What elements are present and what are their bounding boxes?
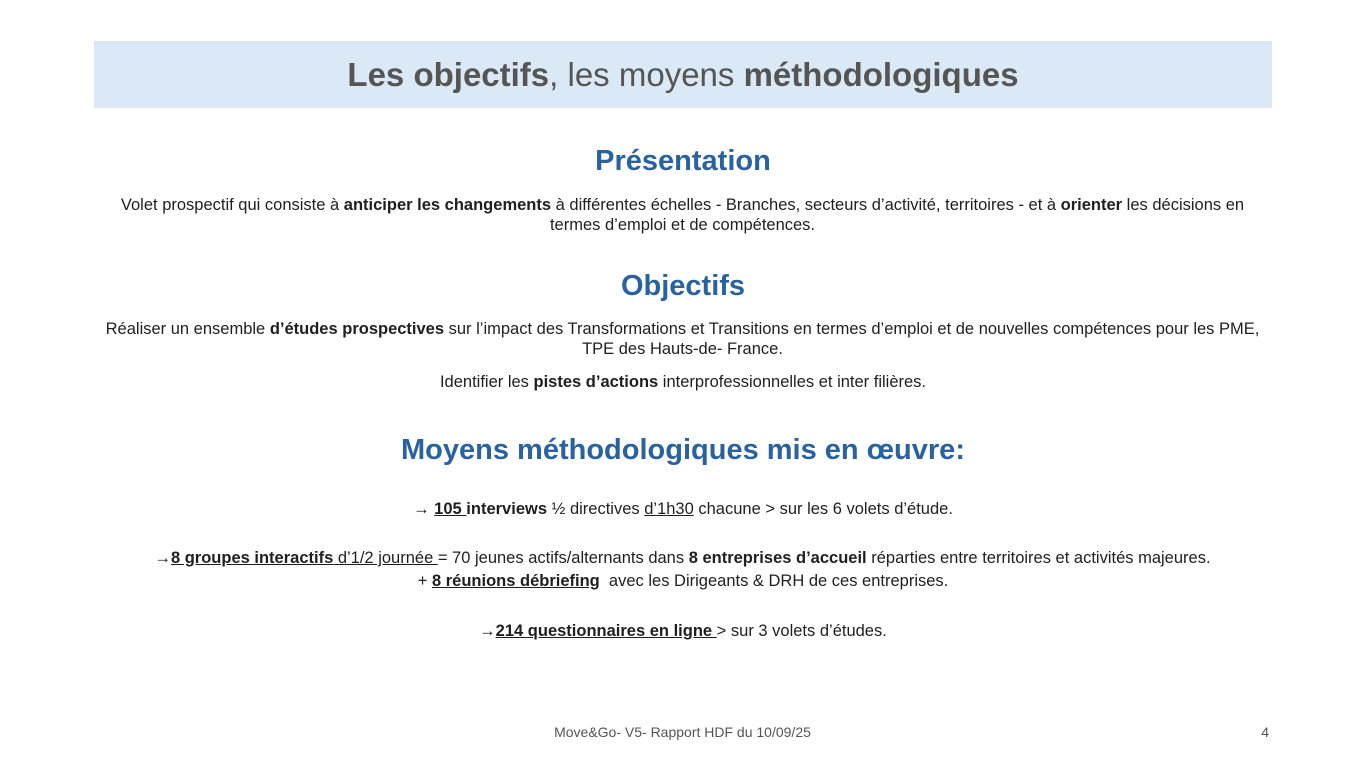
footer-text: Move&Go- V5- Rapport HDF du 10/09/25 bbox=[554, 724, 811, 740]
interviews-label: interviews bbox=[466, 500, 548, 518]
objectifs-paragraph-2 bbox=[94, 372, 1272, 392]
groupes-text-1: = 70 jeunes actifs/alternants dans bbox=[437, 549, 689, 567]
presentation-text-2: à différentes échelles - Branches, secteurs d’activité, territoires - et à bbox=[551, 196, 1061, 214]
objectifs-p2-text-2: interprofessionnelles et inter filières. bbox=[658, 373, 927, 391]
title-bold-2: méthodologiques bbox=[743, 55, 1019, 93]
objectifs-p2-bold: pistes d’actions bbox=[533, 373, 659, 391]
moyens-section bbox=[94, 433, 1272, 468]
groupes-entreprises: 8 entreprises d’accueil bbox=[688, 549, 867, 567]
objectifs-heading: Objectifs bbox=[620, 270, 746, 302]
interviews-text-1: ½ directives bbox=[547, 500, 645, 518]
moyens-item-questionnaires bbox=[94, 621, 1272, 641]
slide-title bbox=[94, 41, 1272, 108]
interviews-duration: d’1h30 bbox=[644, 500, 694, 518]
moyens-heading: Moyens méthodologiques mis en œuvre: bbox=[401, 434, 965, 466]
plus-sign: + bbox=[417, 572, 432, 590]
presentation-text-3: les décisions en termes d’emploi et de compétences. bbox=[549, 196, 1245, 234]
moyens-item-interviews bbox=[94, 499, 1272, 519]
objectifs-p1-text-1: Réaliser un ensemble bbox=[105, 320, 270, 338]
moyens-item-debriefing bbox=[94, 571, 1272, 591]
moyens-item-groupes bbox=[60, 548, 1305, 568]
groupes-text-2: réparties entre territoires et activités majeures. bbox=[866, 549, 1211, 567]
groupes-label: 8 groupes interactifs bbox=[170, 549, 334, 567]
presentation-heading: Présentation bbox=[595, 145, 771, 177]
presentation-bold-2: orienter bbox=[1060, 196, 1123, 214]
debriefing-label: 8 réunions débriefing bbox=[431, 572, 600, 590]
presentation-text bbox=[110, 195, 1255, 235]
presentation-section bbox=[94, 144, 1272, 179]
arrow-icon: → bbox=[154, 549, 171, 567]
title-bold-1: Les objectifs bbox=[347, 55, 550, 93]
questionnaires-text: > sur 3 volets d’études. bbox=[716, 622, 887, 640]
presentation-bold-1: anticiper les changements bbox=[343, 196, 552, 214]
arrow-icon: → bbox=[413, 500, 435, 518]
questionnaires-label: 214 questionnaires en ligne bbox=[495, 622, 717, 640]
interviews-count: 105 bbox=[434, 500, 467, 518]
objectifs-p1-bold: d’études prospectives bbox=[269, 320, 445, 338]
presentation-text-1: Volet prospectif qui consiste à bbox=[120, 196, 344, 214]
objectifs-p1-text-2: sur l’impact des Transformations et Transitions en termes d’emploi et de nouvelles compétences pour les PME, TPE des Hauts-de- France. bbox=[444, 320, 1260, 358]
debriefing-text: avec les Dirigeants & DRH de ces entreprises. bbox=[599, 572, 949, 590]
groupes-duration: d’1/2 journée bbox=[333, 549, 438, 567]
page-number: 4 bbox=[1261, 724, 1269, 740]
objectifs-p2-text-1: Identifier les bbox=[439, 373, 534, 391]
objectifs-paragraph-1 bbox=[100, 319, 1265, 359]
title-text: , les moyens bbox=[549, 55, 744, 93]
objectifs-section bbox=[94, 269, 1272, 304]
arrow-icon: → bbox=[479, 622, 496, 640]
interviews-text-2: chacune > sur les 6 volets d’étude. bbox=[693, 500, 953, 518]
